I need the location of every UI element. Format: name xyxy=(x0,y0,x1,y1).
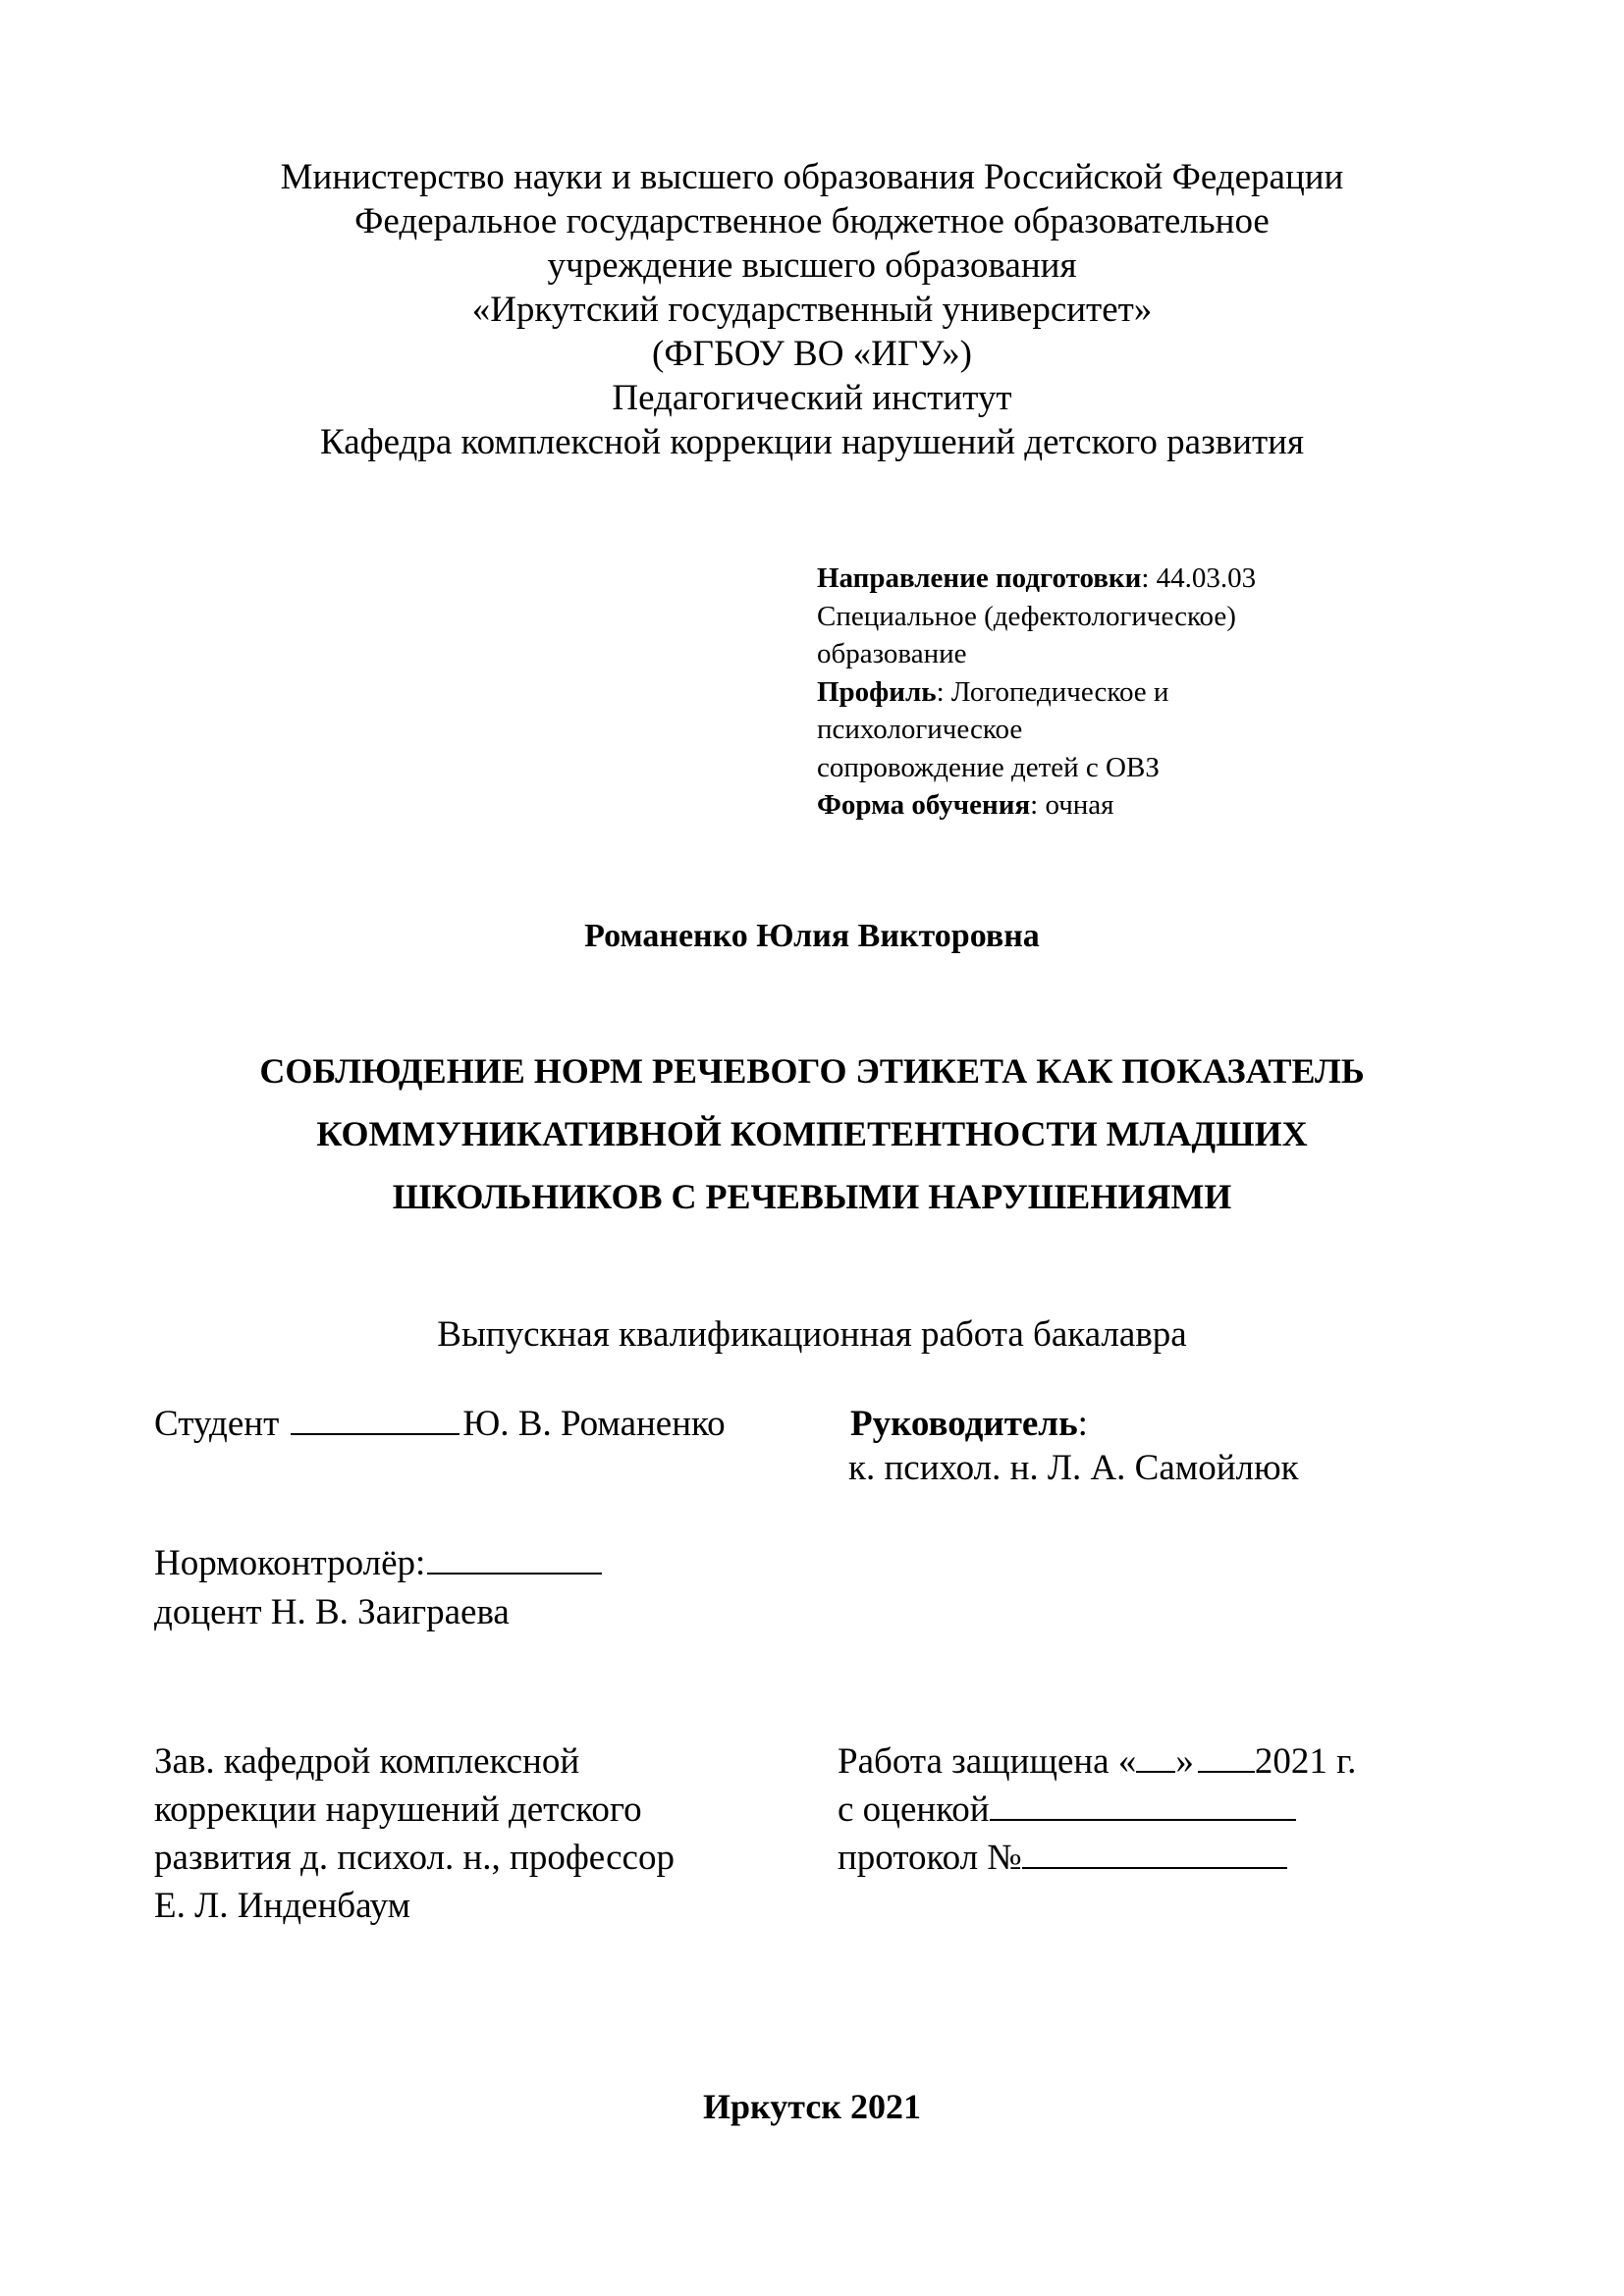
student-signature-blank xyxy=(291,1404,460,1435)
head-of-department-line-4: Е. Л. Инденбаум xyxy=(154,1886,411,1926)
university-abbr-line: (ФГБОУ ВО «ИГУ») xyxy=(652,334,972,374)
profile-line xyxy=(817,673,1327,712)
defense-grade-label: с оценкой xyxy=(838,1789,990,1830)
city-year: Иркутск 2021 xyxy=(702,2087,922,2126)
direction-cont-1: Специальное (дефектологическое) xyxy=(817,600,1236,632)
direction-value: : 44.03.03 xyxy=(1141,562,1257,594)
student-signature-line xyxy=(154,1402,726,1446)
department-line: Кафедра комплексной коррекции нарушений детского развития xyxy=(320,422,1304,462)
institution-type-line: Федеральное государственное бюджетное образовательное xyxy=(354,201,1270,241)
thesis-title-line-1: СОБЛЮДЕНИЕ НОРМ РЕЧЕВОГО ЭТИКЕТА КАК ПОКАЗАТЕЛЬ xyxy=(259,1051,1365,1091)
defense-date-line xyxy=(838,1737,1356,1786)
profile-value: : Логопедическое и xyxy=(936,675,1169,708)
normocontroller-block xyxy=(154,1539,602,1637)
supervisor-label-line xyxy=(850,1402,1299,1446)
profile-cont-2: сопровождение детей с ОВЗ xyxy=(817,751,1160,783)
defense-grade-blank xyxy=(990,1789,1296,1821)
study-form-line xyxy=(817,786,1327,825)
institution-header xyxy=(0,155,1624,464)
defense-prefix: Работа защищена « xyxy=(838,1741,1137,1782)
defense-protocol-line xyxy=(838,1834,1356,1882)
student-name: Ю. В. Романенко xyxy=(462,1404,726,1444)
defense-protocol-label: протокол № xyxy=(838,1838,1022,1878)
ministry-line: Министерство науки и высшего образования Российской Федерации xyxy=(280,157,1344,197)
normocontroller-label-line xyxy=(154,1539,602,1588)
thesis-title-line-2: КОММУНИКАТИВНОЙ КОМПЕТЕНТНОСТИ МЛАДШИХ xyxy=(316,1114,1308,1153)
defense-quote-close: » xyxy=(1175,1741,1194,1782)
defense-month-blank xyxy=(1198,1741,1255,1773)
head-of-department-line-1: Зав. кафедрой комплексной xyxy=(154,1741,580,1782)
thesis-title xyxy=(0,1040,1624,1228)
work-type: Выпускная квалификационная работа бакалавра xyxy=(437,1314,1187,1355)
defense-block xyxy=(838,1737,1356,1882)
normocontroller-label: Нормоконтролёр: xyxy=(154,1543,426,1583)
study-form-label: Форма обучения xyxy=(817,789,1031,821)
institute-line: Педагогический институт xyxy=(612,378,1012,418)
head-of-department-line-2: коррекции нарушений детского xyxy=(154,1789,642,1830)
supervisor-colon: : xyxy=(1077,1404,1088,1444)
author-name: Романенко Юлия Викторовна xyxy=(584,918,1040,954)
normocontroller-name: доцент Н. В. Заиграева xyxy=(154,1592,510,1632)
thesis-title-line-3: ШКОЛЬНИКОВ С РЕЧЕВЫМИ НАРУШЕНИЯМИ xyxy=(392,1177,1232,1216)
defense-year: 2021 г. xyxy=(1254,1741,1357,1782)
defense-protocol-blank xyxy=(1022,1838,1287,1869)
student-label: Студент xyxy=(154,1404,280,1444)
profile-cont-1: психологическое xyxy=(817,714,1023,745)
normocontroller-signature-blank xyxy=(427,1543,602,1575)
institution-level-line: учреждение высшего образования xyxy=(547,245,1077,286)
direction-line xyxy=(817,560,1327,598)
direction-cont-2: образование xyxy=(817,638,967,669)
supervisor-block xyxy=(850,1402,1299,1490)
defense-day-blank xyxy=(1136,1741,1175,1773)
direction-label: Направление подготовки xyxy=(817,562,1142,594)
defense-grade-line xyxy=(838,1786,1356,1834)
supervisor-name: к. психол. н. Л. А. Самойлюк xyxy=(848,1448,1299,1488)
study-form-value: : очная xyxy=(1030,789,1114,821)
supervisor-label: Руководитель xyxy=(850,1404,1078,1444)
head-of-department-block xyxy=(154,1737,675,1930)
university-name-line: «Иркутский государственный университет» xyxy=(471,290,1153,330)
profile-label: Профиль xyxy=(817,675,937,708)
specialization-block xyxy=(817,560,1327,825)
head-of-department-line-3: развития д. психол. н., профессор xyxy=(154,1838,675,1878)
